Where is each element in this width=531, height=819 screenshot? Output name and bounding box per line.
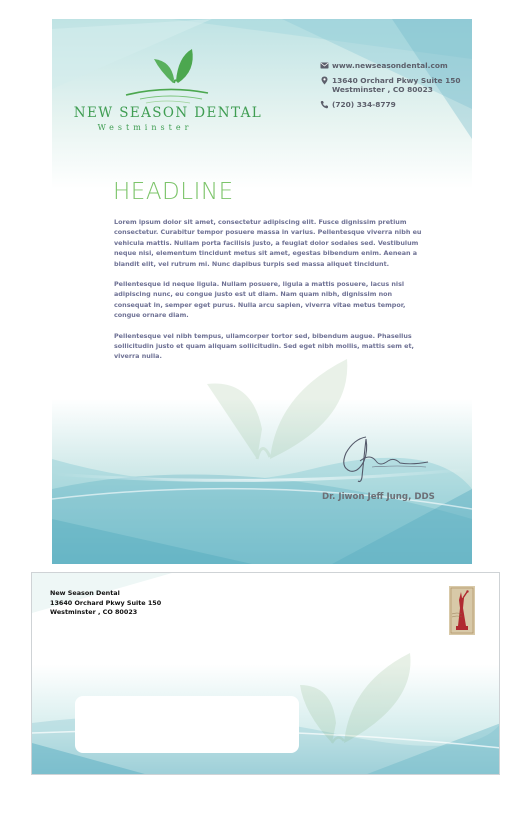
letter-body [114, 217, 424, 372]
return-name: New Season Dental [50, 589, 120, 597]
phone-text[interactable]: (720) 334-8779 [332, 100, 396, 109]
return-line-2: Westminster , CO 80023 [50, 608, 138, 617]
signature-image [336, 427, 432, 485]
leaf-sprout-icon [116, 43, 212, 109]
address-line-2: Westminster , CO 80023 [332, 85, 433, 94]
contact-phone[interactable] [320, 100, 470, 109]
headline: HEADLINE [113, 179, 234, 205]
phone-icon [320, 100, 329, 109]
contact-block [320, 61, 470, 115]
paragraph-1: Lorem ipsum dolor sit amet, consectetur adipiscing elit. Fusce dignissim pretium consectetur. Curabitur tempor posuere massa in varius. Pellentesque viverra nibh eu vehicula mattis. Nullam porta facilisis justo, a feugiat dolor sodales sed. Vestibulum neque nisi, elementum tincidunt metus sit amet, egestas bibendum enim. Aenean a blandit elit, vel rutrum mi. Nunc dapibus turpis sed massa aliquet tincidunt. [114, 218, 422, 268]
email-icon [320, 61, 329, 70]
brand-name: NEW SEASON DENTAL [73, 105, 263, 121]
envelope [31, 572, 500, 775]
statue-of-liberty-stamp-icon [449, 586, 475, 635]
return-line-1: 13640 Orchard Pkwy Suite 150 [50, 598, 162, 607]
contact-address [320, 76, 470, 94]
address-window [75, 696, 299, 753]
letterhead-page [52, 19, 472, 564]
address-line-1: 13640 Orchard Pkwy Suite 150 [332, 76, 461, 85]
brand-location: Westminster [97, 123, 193, 132]
paragraph-3: Pellentesque vel nibh tempus, ullamcorper tortor sed, bibendum augue. Phasellus sollicitudin justo et quam aliquam sollicitudin. Sed eget nibh mollis, mattis sem et, viverra nulla. [114, 331, 414, 361]
website-text[interactable]: www.newseasondental.com [332, 61, 448, 70]
contact-website[interactable] [320, 61, 470, 70]
signatory-name: Dr. Jiwon Jeff Jung, DDS [322, 492, 435, 502]
map-pin-icon [320, 76, 329, 85]
paragraph-2: Pellentesque id neque ligula. Nullam posuere, ligula a mattis posuere, lacus nisl adipiscing nunc, eu congue justo est ut diam. Nam quam nibh, dignissim non consequat in, semper eget purus. Nulla arcu sapien, viverra vitae metus tempor, congue ornare diam. [114, 280, 406, 320]
return-address [50, 589, 161, 618]
